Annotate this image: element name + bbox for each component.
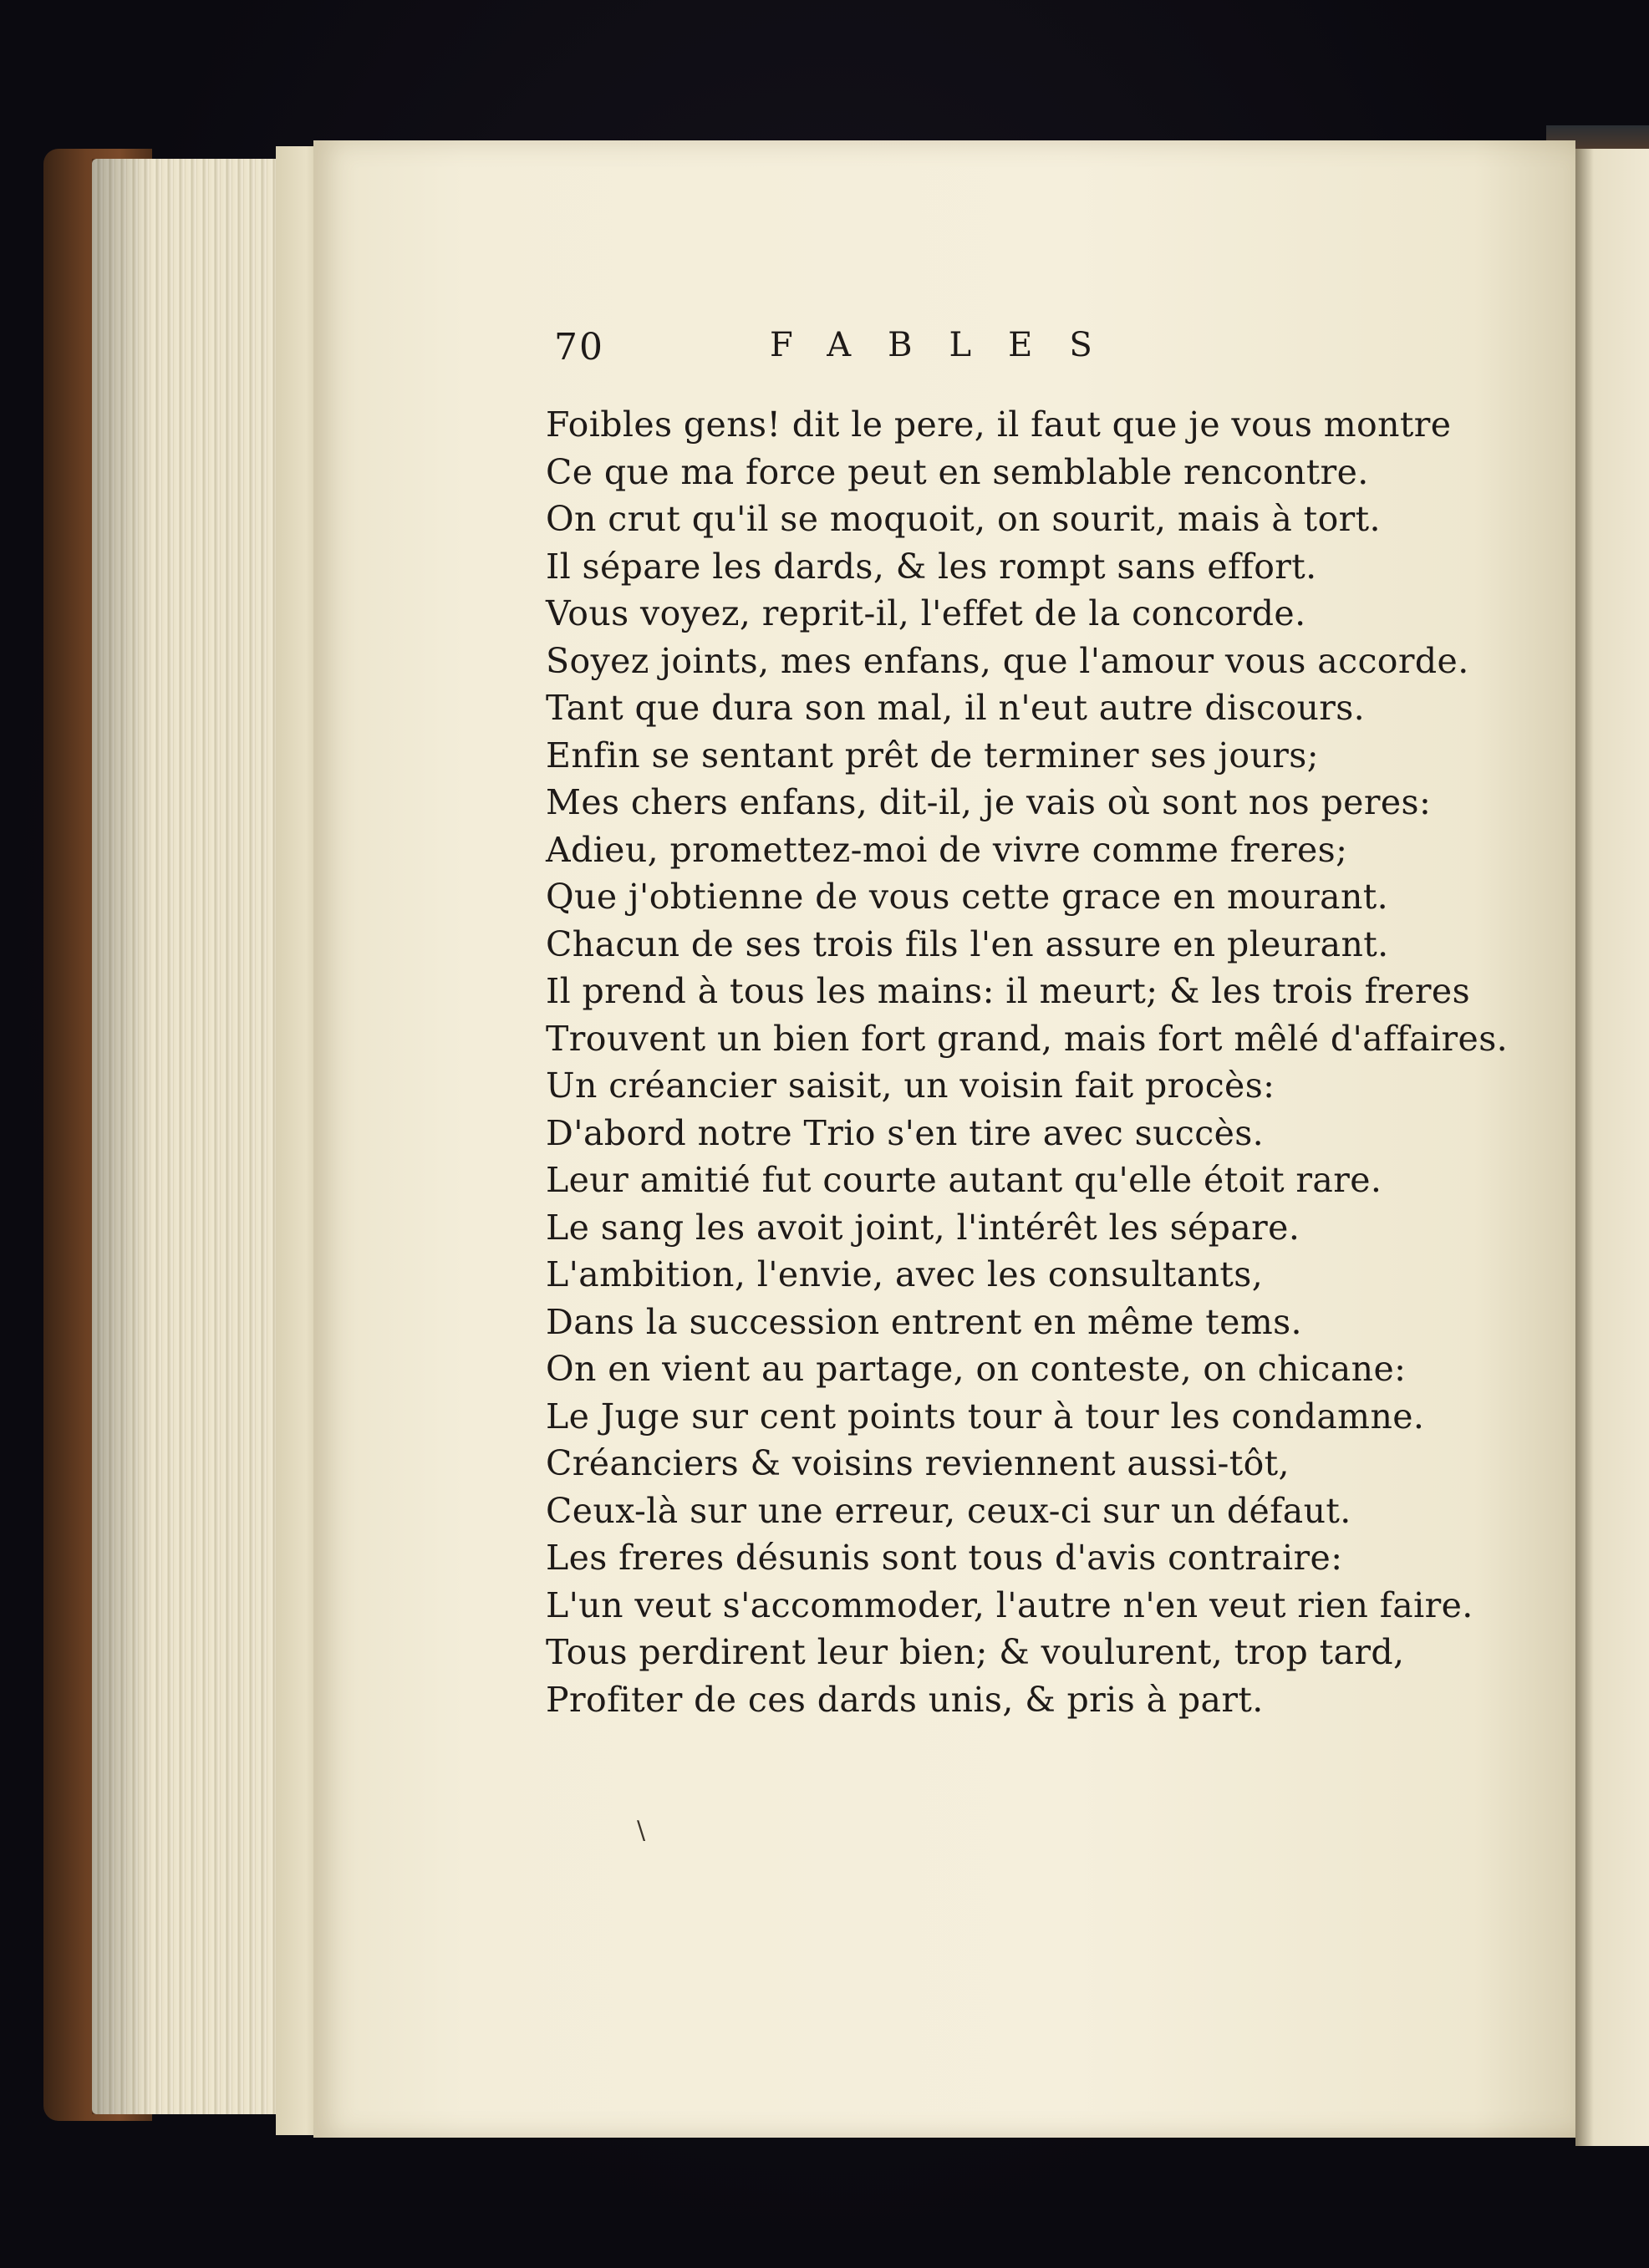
verse-line: Tant que dura son mal, il n'eut autre discours. [546, 688, 1366, 728]
verse-line: D'abord notre Trio s'en tire avec succès. [546, 1112, 1265, 1153]
verse-line: Tous perdirent leur bien; & voulurent, trop tard, [546, 1632, 1405, 1672]
verse-line: Que j'obtienne de vous cette grace en mourant. [546, 877, 1389, 917]
verse-line: Créanciers & voisins reviennent aussi-tôt, [546, 1443, 1290, 1483]
verse-line: Un créancier saisit, un voisin fait procès: [546, 1065, 1275, 1106]
page-header [554, 326, 1306, 401]
page-number: 70 [554, 326, 604, 369]
verse-line: Soyez joints, mes enfans, que l'amour vous accorde. [546, 640, 1469, 681]
stray-ink-mark: \ [637, 1816, 646, 1845]
verse-lines [546, 401, 1507, 1723]
verse-line: Enfin se sentant prêt de terminer ses jours; [546, 735, 1319, 775]
verse-line: Vous voyez, reprit-il, l'effet de la concorde. [546, 593, 1306, 633]
verse-line: Chacun de ses trois fils l'en assure en pleurant. [546, 923, 1389, 964]
running-head: FABLES [770, 326, 1129, 364]
facing-page-edge [1575, 149, 1649, 2146]
verse-line: Profiter de ces dards unis, & pris à part. [546, 1679, 1264, 1720]
verse-line: Les freres désunis sont tous d'avis contraire: [546, 1538, 1343, 1578]
verse-line: L'ambition, l'envie, avec les consultants, [546, 1254, 1264, 1294]
verse-line: Trouvent un bien fort grand, mais fort mêlé d'affaires. [546, 1018, 1509, 1059]
verse-line: Mes chers enfans, dit-il, je vais où sont nos peres: [546, 782, 1432, 822]
verse-line: Ce que ma force peut en semblable rencontre. [546, 451, 1369, 492]
page-text [313, 140, 1575, 2138]
verse-line: On en vient au partage, on conteste, on chicane: [546, 1349, 1407, 1389]
verse-line: On crut qu'il se moquoit, on sourit, mais à tort. [546, 499, 1381, 539]
verse-line: Le sang les avoit joint, l'intérêt les sépare. [546, 1207, 1300, 1248]
verse-line: Il prend à tous les mains: il meurt; & les trois freres [546, 971, 1471, 1011]
verse-line: Ceux-là sur une erreur, ceux-ci sur un défaut. [546, 1490, 1351, 1531]
verse-line: Foibles gens! dit le pere, il faut que je vous montre [546, 404, 1452, 445]
verse-line: Adieu, promettez-moi de vivre comme freres; [546, 829, 1348, 870]
book-page [313, 140, 1575, 2138]
verse-line: Leur amitié fut courte autant qu'elle étoit rare. [546, 1160, 1382, 1200]
verse-line: Dans la succession entrent en même tems. [546, 1301, 1302, 1342]
verse-line: Il sépare les dards, & les rompt sans effort. [546, 546, 1317, 587]
verse-line: Le Juge sur cent points tour à tour les condamne. [546, 1396, 1425, 1437]
verse-line: L'un veut s'accommoder, l'autre n'en veut rien faire. [546, 1584, 1473, 1625]
